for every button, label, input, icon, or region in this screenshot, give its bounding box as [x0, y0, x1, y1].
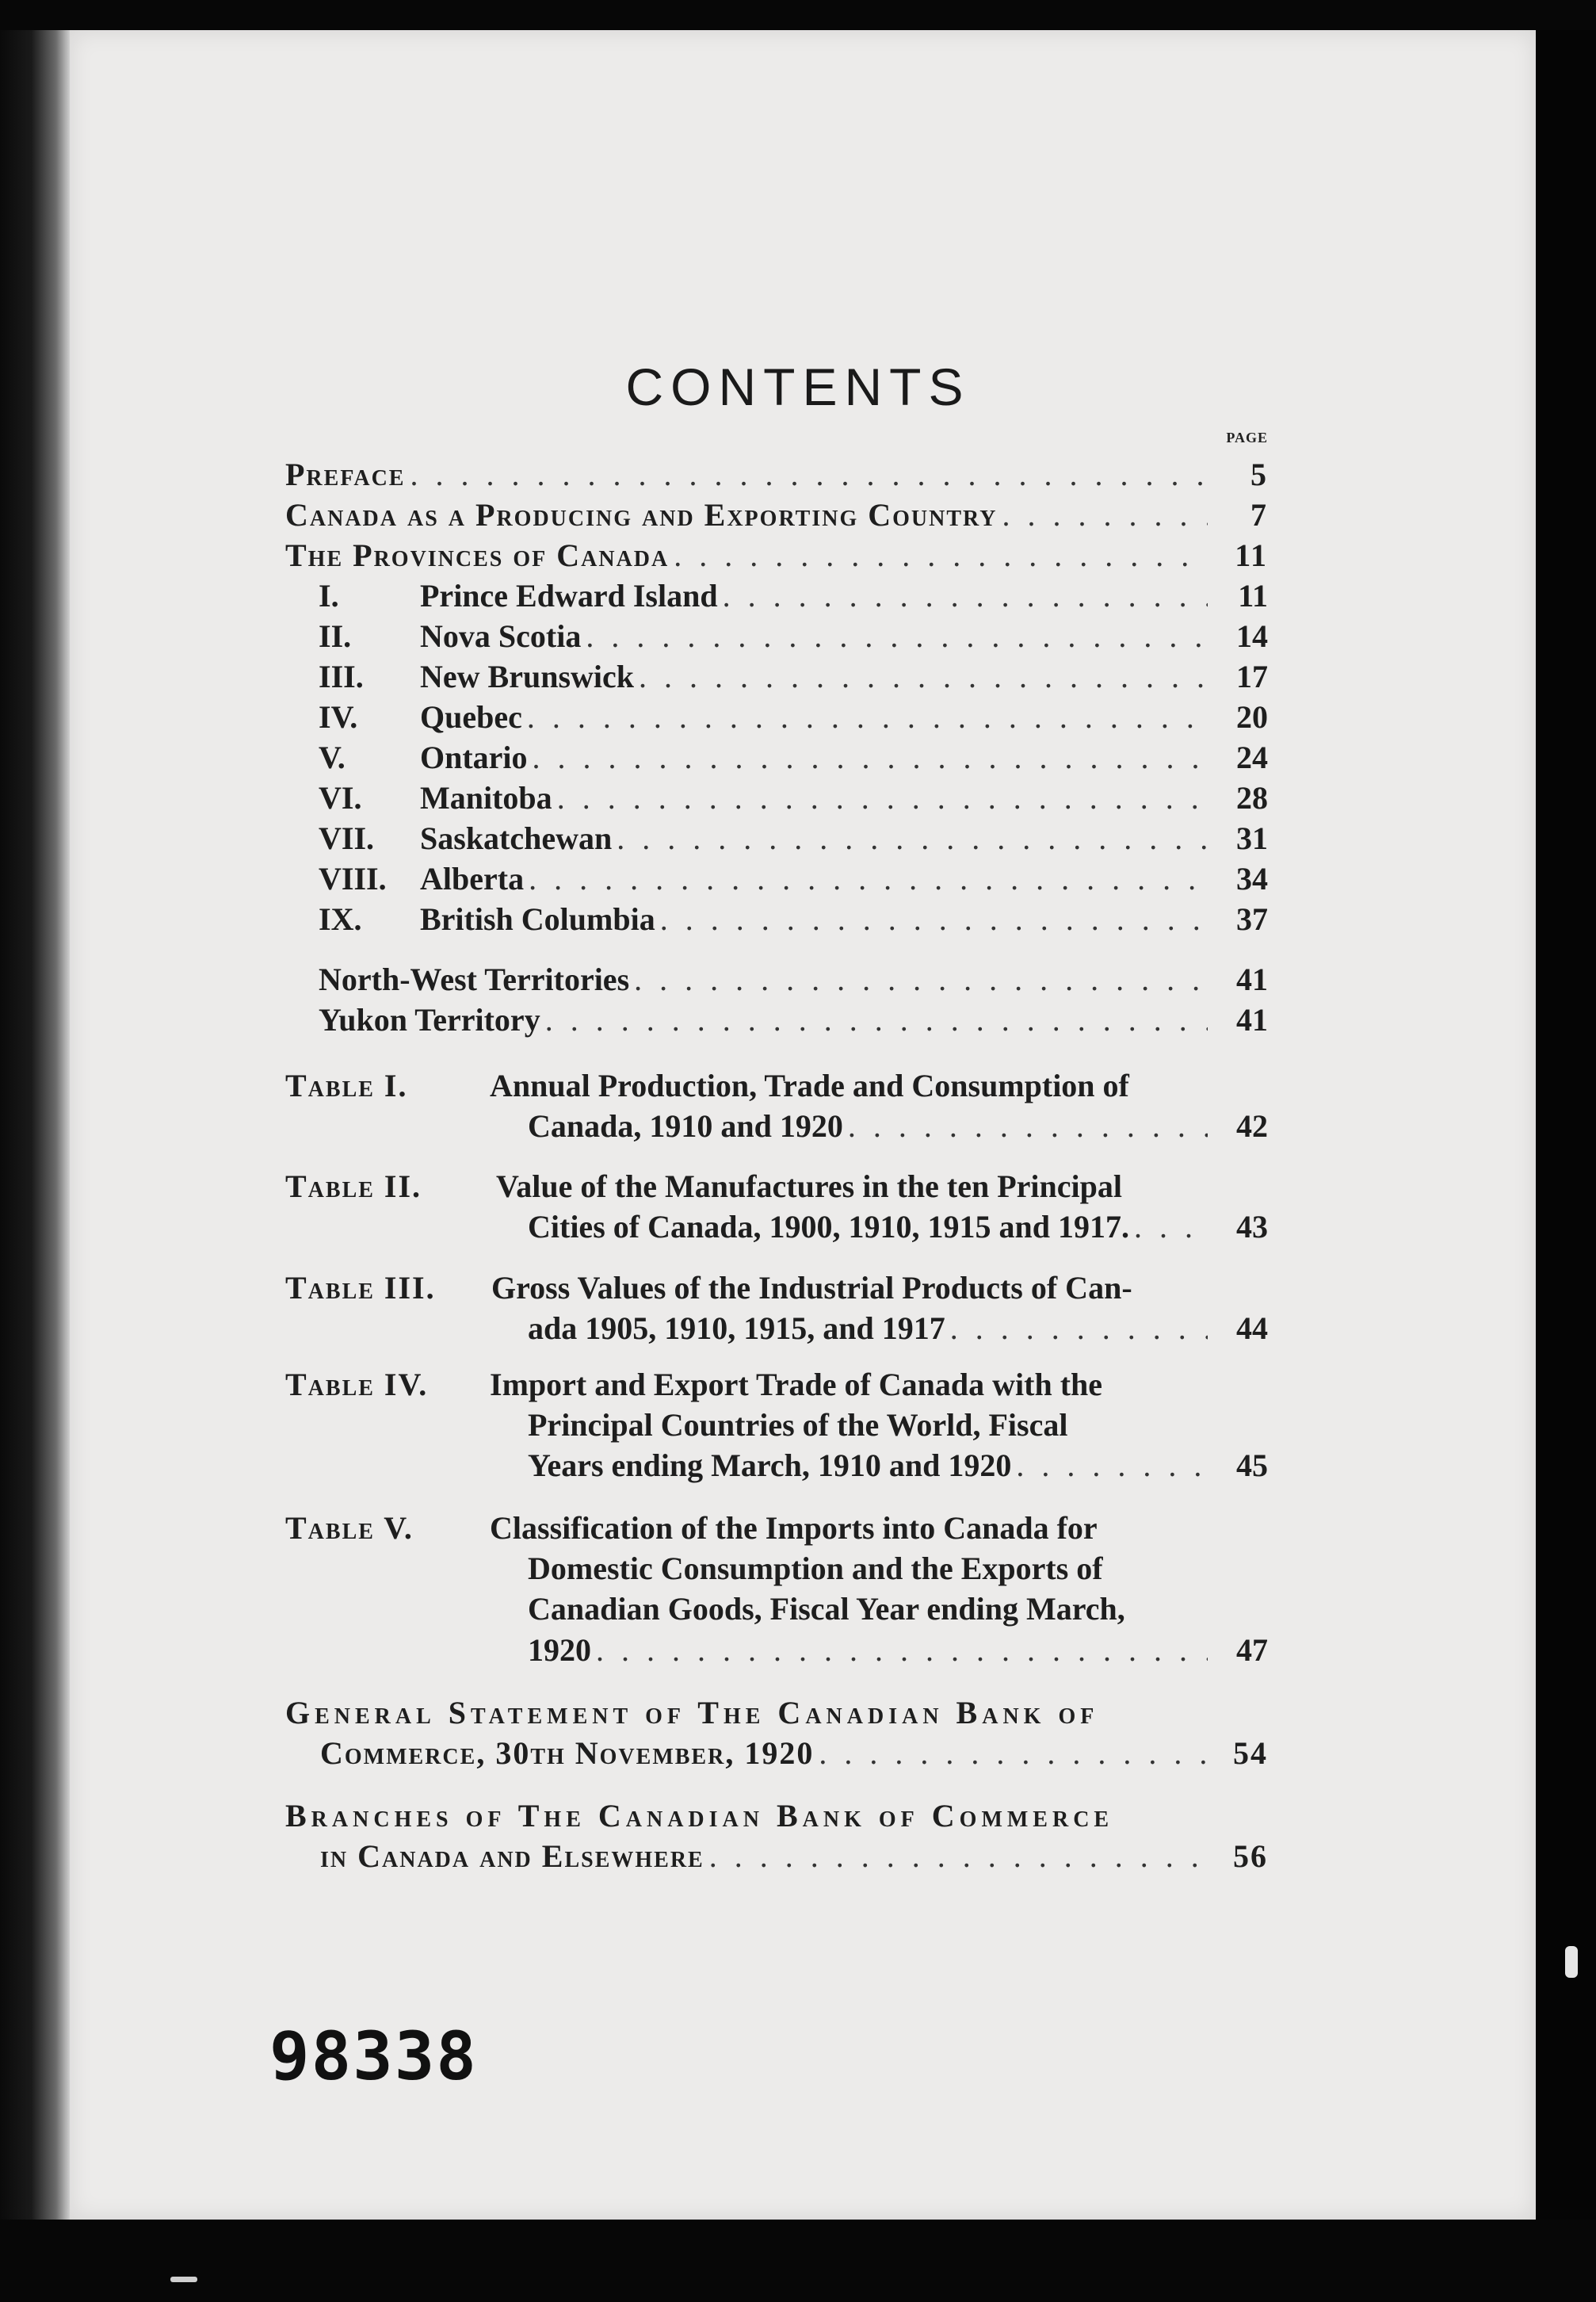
- scan-artifact: [1565, 1946, 1578, 1978]
- accession-number-stamp: 98338: [269, 2017, 478, 2095]
- toc-label: North-West Territories: [319, 962, 630, 997]
- table-label: Table IV.: [285, 1367, 429, 1402]
- dot-leader: [723, 576, 1208, 616]
- toc-page: 5: [1250, 457, 1268, 492]
- toc-page: 11: [1238, 578, 1268, 614]
- toc-page: 34: [1236, 861, 1268, 897]
- dot-leader: [1016, 1446, 1208, 1486]
- toc-entry-province: [319, 576, 1268, 616]
- toc-page: 20: [1236, 699, 1268, 735]
- toc-entry-statement: [320, 1734, 1268, 1773]
- toc-page: 43: [1236, 1209, 1268, 1245]
- toc-label: Cities of Canada, 1900, 1910, 1915 and 1917.: [528, 1209, 1129, 1245]
- toc-page: 47: [1236, 1632, 1268, 1668]
- toc-entry-territory: [319, 1000, 1268, 1040]
- dot-leader: [533, 738, 1208, 778]
- toc-entry-province: [319, 657, 1268, 697]
- toc-label: New Brunswick: [420, 659, 635, 694]
- page-column-header: PAGE: [1226, 430, 1268, 445]
- toc-number: IV.: [319, 699, 358, 735]
- toc-page: 24: [1236, 740, 1268, 775]
- dot-leader: [1002, 495, 1208, 535]
- toc-entry-province: [319, 698, 1268, 737]
- table-title-line: Annual Production, Trade and Consumption of: [490, 1068, 1129, 1103]
- toc-entry-preface: [285, 455, 1268, 495]
- dot-leader: [660, 900, 1208, 939]
- table-label: Table I.: [285, 1068, 408, 1103]
- toc-entry-producing-country: [285, 495, 1268, 535]
- toc-number: IX.: [319, 901, 362, 937]
- toc-label: Commerce, 30th November, 1920: [320, 1735, 815, 1771]
- table-title-line: Principal Countries of the World, Fiscal: [528, 1407, 1068, 1443]
- toc-page: 44: [1236, 1310, 1268, 1346]
- table-label: Table III.: [285, 1270, 436, 1306]
- dot-leader: [586, 617, 1208, 656]
- toc-page: 14: [1236, 618, 1268, 654]
- toc-entry-table: [528, 1107, 1268, 1146]
- toc-number: I.: [319, 578, 339, 614]
- toc-label: Canada as a Producing and Exporting Country: [285, 497, 998, 533]
- toc-page: 7: [1250, 497, 1268, 533]
- dot-leader: [527, 698, 1208, 737]
- toc-page: 17: [1236, 659, 1268, 694]
- toc-entry-branches-line: Branches of The Canadian Bank of Commerce: [285, 1798, 1114, 1834]
- dot-leader: [950, 1309, 1208, 1348]
- toc-number: V.: [319, 740, 346, 775]
- toc-entry-territory: [319, 960, 1268, 1000]
- dot-leader: [596, 1631, 1208, 1670]
- table-title-line: Import and Export Trade of Canada with the: [490, 1367, 1103, 1402]
- toc-page: 37: [1236, 901, 1268, 937]
- toc-page: 45: [1236, 1447, 1268, 1483]
- toc-label: Saskatchewan: [420, 820, 613, 856]
- dot-leader: [639, 657, 1208, 697]
- toc-number: II.: [319, 618, 352, 654]
- toc-entry-province: [319, 900, 1268, 939]
- toc-entry-province: [319, 819, 1268, 858]
- toc-page: 28: [1236, 780, 1268, 816]
- toc-entry-provinces: [285, 536, 1268, 576]
- toc-label: Yukon Territory: [319, 1002, 540, 1038]
- toc-label: Years ending March, 1910 and 1920: [528, 1447, 1012, 1483]
- toc-label: Manitoba: [420, 780, 552, 816]
- toc-page: 11: [1235, 537, 1268, 573]
- dot-leader: [819, 1734, 1208, 1773]
- toc-number: VII.: [319, 820, 375, 856]
- toc-page: 54: [1233, 1735, 1268, 1771]
- scan-artifact: [170, 2277, 197, 2282]
- toc-entry-province: [319, 778, 1268, 818]
- toc-entry-province: [319, 617, 1268, 656]
- toc-page: 41: [1236, 1002, 1268, 1038]
- toc-entry-table: [528, 1309, 1268, 1348]
- toc-entry-branches: [320, 1837, 1268, 1876]
- dot-leader: [1134, 1207, 1208, 1247]
- table-label: Table II.: [285, 1168, 422, 1204]
- toc-entry-table: [528, 1446, 1268, 1486]
- toc-entry-statement-line: General Statement of The Canadian Bank of: [285, 1695, 1099, 1730]
- toc-label: Ontario: [420, 740, 528, 775]
- toc-page: 42: [1236, 1108, 1268, 1144]
- table-label: Table V.: [285, 1510, 414, 1546]
- toc-label: Alberta: [420, 861, 525, 897]
- toc-page: 41: [1236, 962, 1268, 997]
- table-title-line: Gross Values of the Industrial Products of Can-: [491, 1270, 1132, 1306]
- page-title: CONTENTS: [625, 358, 971, 416]
- toc-number: VIII.: [319, 861, 387, 897]
- dot-leader: [617, 819, 1208, 858]
- toc-label: Quebec: [420, 699, 522, 735]
- dot-leader: [674, 536, 1208, 576]
- toc-label: British Columbia: [420, 901, 655, 937]
- dot-leader: [529, 859, 1208, 899]
- dot-leader: [410, 455, 1208, 495]
- toc-page: 56: [1233, 1838, 1268, 1874]
- dot-leader: [634, 960, 1208, 1000]
- toc-label: ada 1905, 1910, 1915, and 1917: [528, 1310, 945, 1346]
- table-title-line: Classification of the Imports into Canada for: [490, 1510, 1098, 1546]
- toc-label: 1920: [528, 1632, 591, 1668]
- dot-leader: [545, 1000, 1208, 1040]
- dot-leader: [709, 1837, 1208, 1876]
- dot-leader: [848, 1107, 1208, 1146]
- toc-entry-table: [528, 1631, 1268, 1670]
- toc-label: Nova Scotia: [420, 618, 582, 654]
- toc-number: VI.: [319, 780, 362, 816]
- toc-page: 31: [1236, 820, 1268, 856]
- toc-label: in Canada and Elsewhere: [320, 1838, 704, 1874]
- table-title-line: Domestic Consumption and the Exports of: [528, 1551, 1103, 1586]
- toc-label: Prince Edward Island: [420, 578, 718, 614]
- table-title-line: Canadian Goods, Fiscal Year ending March,: [528, 1591, 1125, 1627]
- toc-entry-table: [528, 1207, 1268, 1247]
- toc-label: Preface: [285, 457, 406, 492]
- toc-entry-province: [319, 738, 1268, 778]
- toc-entry-province: [319, 859, 1268, 899]
- table-title-line: Value of the Manufactures in the ten Principal: [496, 1168, 1122, 1204]
- toc-label: The Provinces of Canada: [285, 537, 670, 573]
- toc-label: Canada, 1910 and 1920: [528, 1108, 843, 1144]
- dot-leader: [557, 778, 1208, 818]
- toc-number: III.: [319, 659, 364, 694]
